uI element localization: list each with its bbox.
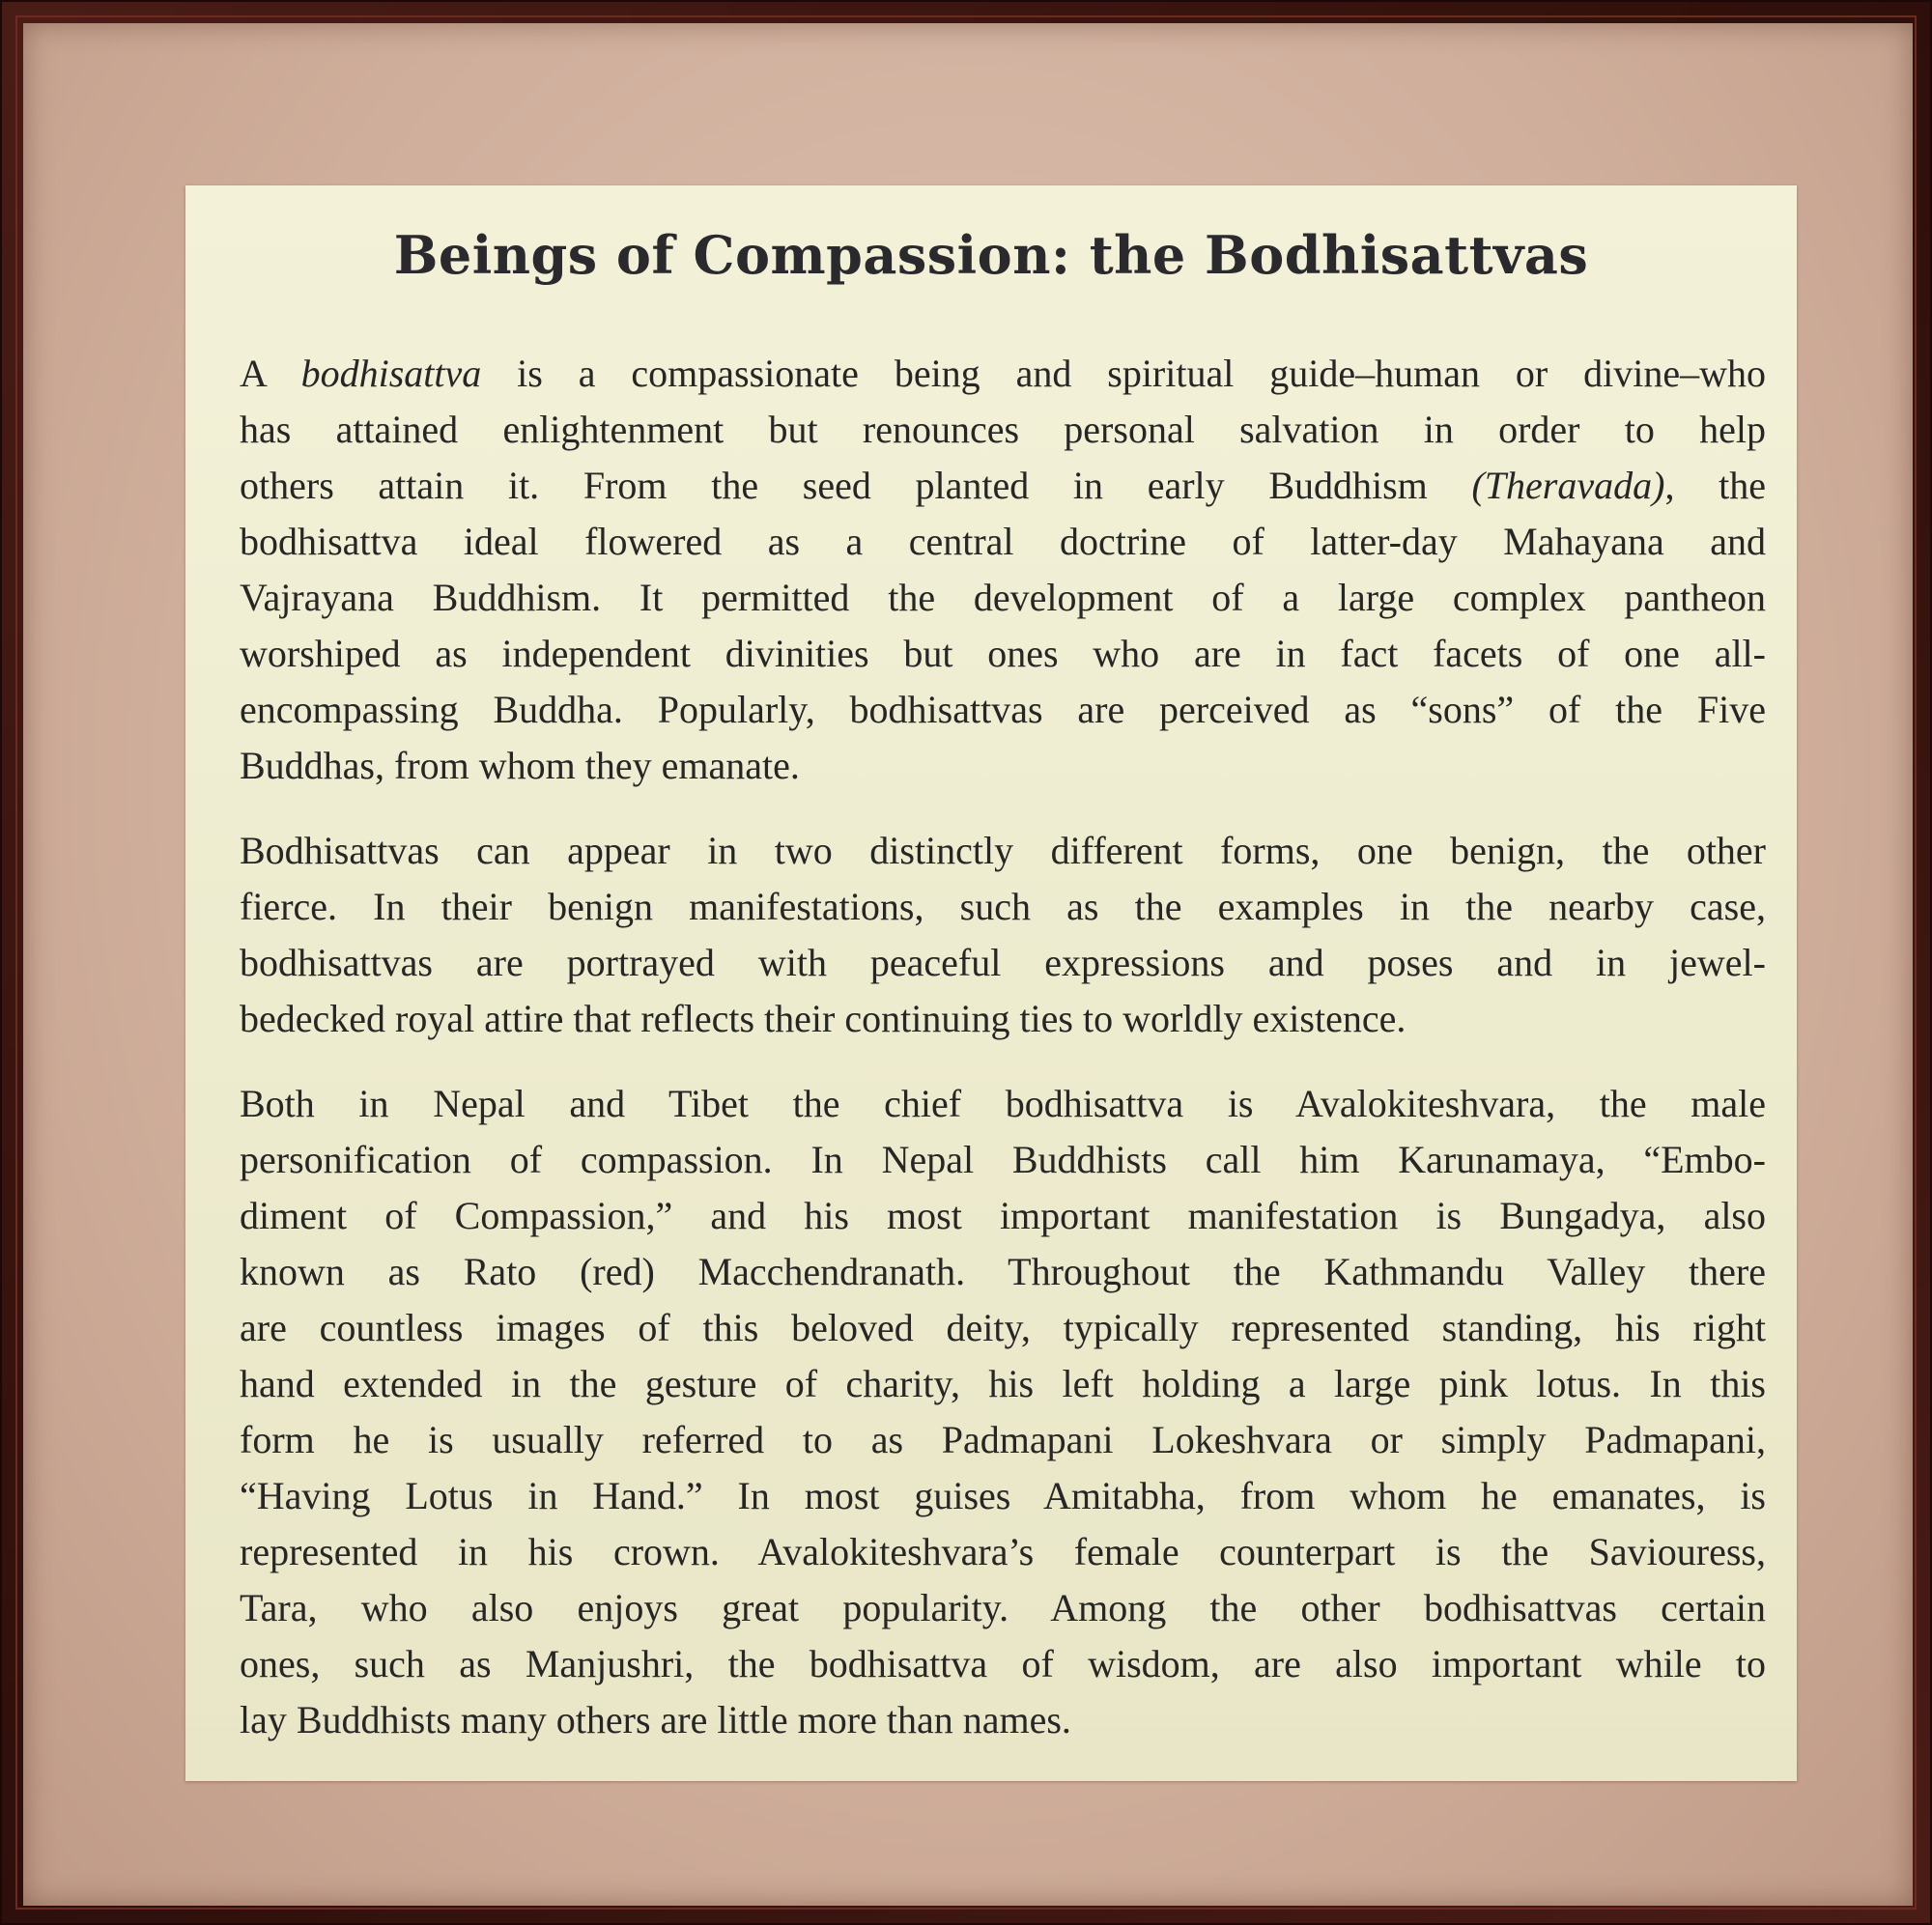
text-line: personification of compassion. In Nepal Buddhists call him Karunamaya, “Embo- [240, 1138, 1766, 1181]
text-line: ones, such as Manjushri, the bodhisattva of wisdom, are also important while to [240, 1642, 1766, 1685]
paragraph-3 [240, 1076, 1766, 1748]
text-line: known as Rato (red) Macchendranath. Throughout the Kathmandu Valley there [240, 1250, 1766, 1293]
text-line: Buddhas, from whom they emanate. [240, 744, 800, 787]
mat-board [23, 23, 1913, 1906]
text-line: Vajrayana Buddhism. It permitted the development of a large complex pantheon [240, 576, 1766, 619]
italic-term: bodhisattva [300, 352, 482, 395]
text-line: Both in Nepal and Tibet the chief bodhisattva is Avalokiteshvara, the male [240, 1082, 1766, 1125]
text-line: encompassing Buddha. Popularly, bodhisattvas are perceived as “sons” of the Five [240, 688, 1766, 731]
text-line: are countless images of this beloved deity, typically represented standing, his right [240, 1306, 1766, 1349]
text-line: bedecked royal attire that reflects their continuing ties to worldly existence. [240, 997, 1406, 1040]
text-line: fierce. In their benign manifestations, such as the examples in the nearby case, [240, 885, 1766, 928]
text-line: lay Buddhists many others are little more than names. [240, 1698, 1071, 1741]
text-line: worshiped as independent divinities but ones who are in fact facets of one all- [240, 632, 1766, 675]
text-line: has attained enlightenment but renounces personal salvation in order to help [240, 408, 1766, 451]
text-line: “Having Lotus in Hand.” In most guises Amitabha, from whom he emanates, is [240, 1474, 1766, 1517]
text-line: diment of Compassion,” and his most important manifestation is Bungadya, also [240, 1194, 1766, 1237]
text-panel [185, 185, 1797, 1781]
paragraph-1 [240, 346, 1766, 794]
text-line: bodhisattvas are portrayed with peaceful expressions and poses and in jewel- [240, 941, 1766, 984]
text-line: hand extended in the gesture of charity, his left holding a large pink lotus. In this [240, 1362, 1766, 1405]
italic-term: (Theravada) [1471, 464, 1665, 507]
text-line: form he is usually referred to as Padmapani Lokeshvara or simply Padmapani, [240, 1418, 1766, 1461]
panel-body [240, 346, 1766, 1748]
text-line: bodhisattva ideal flowered as a central doctrine of latter-day Mahayana and [240, 520, 1766, 563]
text-line: Tara, who also enjoys great popularity. Among the other bodhisattvas certain [240, 1586, 1766, 1629]
paragraph-2 [240, 823, 1766, 1047]
panel-title: Beings of Compassion: the Bodhisattvas [393, 224, 1589, 286]
text-line: others attain it. From the seed planted in early Buddhism (Theravada), the [240, 464, 1766, 507]
text-line: A bodhisattva is a compassionate being and spiritual guide–human or divine–who [240, 352, 1766, 395]
text-line: represented in his crown. Avalokiteshvara’s female counterpart is the Saviouress, [240, 1530, 1766, 1573]
text-line: Bodhisattvas can appear in two distinctly different forms, one benign, the other [240, 829, 1766, 872]
